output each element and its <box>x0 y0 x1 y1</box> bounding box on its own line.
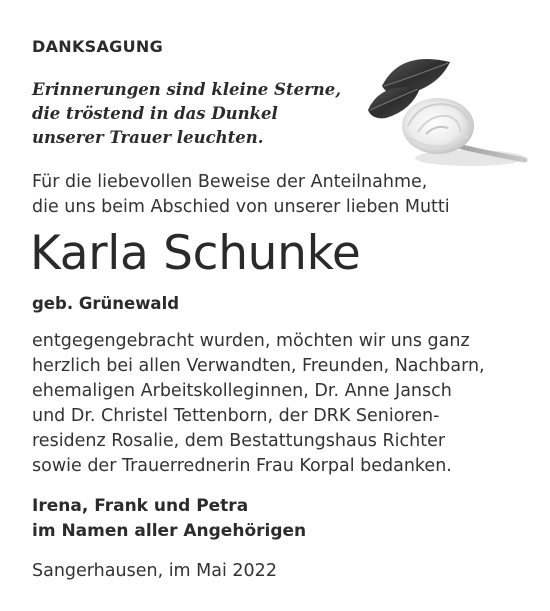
place-and-date: Sangerhausen, im Mai 2022 <box>32 561 277 581</box>
intro-line: Für die liebevollen Beweise der Anteilnahme, <box>32 172 428 192</box>
thanks-line: sowie der Trauerrednerin Frau Korpal bedanken. <box>32 456 452 476</box>
birth-name: geb. Grünewald <box>32 294 180 313</box>
thanks-text <box>32 329 485 479</box>
signers <box>32 494 306 544</box>
thanks-line: und Dr. Christel Tettenborn, der DRK Senioren- <box>32 406 440 426</box>
thanks-line: herzlich bei allen Verwandten, Freunden, Nachbarn, <box>32 356 485 376</box>
intro-line: die uns beim Abschied von unserer lieben Mutti <box>32 197 450 217</box>
thanks-line: ehemaligen Arbeitskolleginnen, Dr. Anne Jansch <box>32 381 452 401</box>
thanks-line: entgegengebracht wurden, möchten wir uns ganz <box>32 331 470 351</box>
verse-line: die tröstend in das Dunkel <box>32 104 278 123</box>
signer-line: im Namen aller Angehörigen <box>32 521 307 541</box>
notice-heading: DANKSAGUNG <box>32 37 164 56</box>
intro-text <box>32 170 450 220</box>
thanks-line: residenz Rosalie, dem Bestattungshaus Richter <box>32 431 446 451</box>
verse-line: unserer Trauer leuchten. <box>32 128 264 147</box>
deceased-name: Karla Schunke <box>30 226 361 281</box>
rose-icon <box>360 48 530 173</box>
verse-line: Erinnerungen sind kleine Sterne, <box>32 80 341 99</box>
memorial-verse <box>32 78 341 150</box>
signer-line: Irena, Frank und Petra <box>32 496 249 516</box>
